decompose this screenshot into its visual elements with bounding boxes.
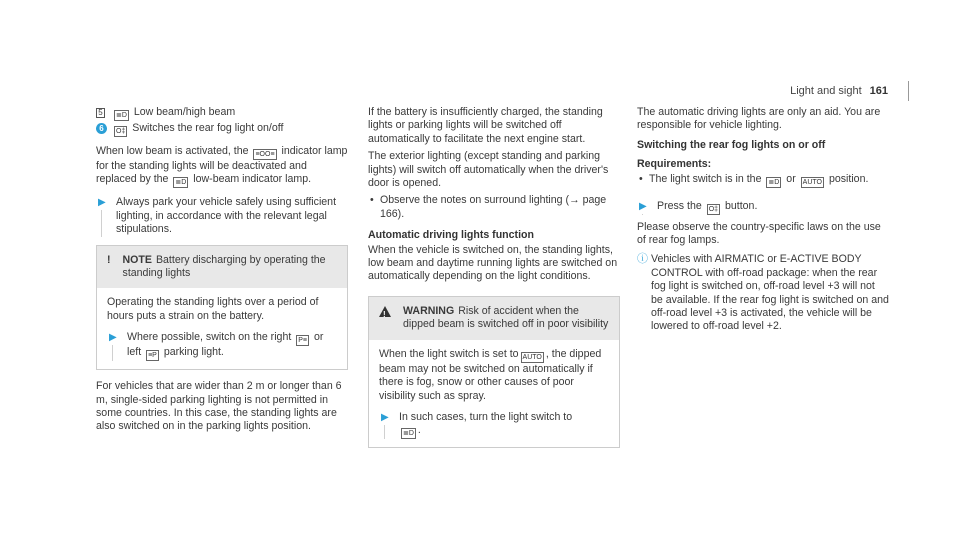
step-arrow-icon: ▶ (109, 332, 117, 344)
rear-fog-icon: O‡ (116, 128, 126, 135)
left-parking-light-icon: ≡P (148, 352, 157, 360)
warning-header (369, 297, 619, 340)
auto-lights-paragraph: When the vehicle is switched on, the standing lights, low beam and daytime running lights are switched on automatically depending on the light conditions. (368, 243, 618, 283)
rear-fog-heading: Switching the rear fog lights on or off (637, 138, 826, 151)
para-text-a: When low beam is activated, the (96, 145, 249, 157)
warning-step (379, 411, 609, 439)
note-step-a: Where possible, switch on the right (127, 331, 292, 344)
step-text: Always park your vehicle safely using sufficient lighting, in accordance with the relevant legal stipulations. (116, 196, 337, 236)
instruction-step (96, 196, 348, 236)
legend-item-6 (96, 122, 348, 137)
warning-text-b: , the dipped beam may not be switched on automatically if there is fog, snow or other causes of poor visibility such as spray. (379, 347, 602, 402)
warning-box (368, 296, 620, 448)
column-2 (368, 106, 620, 448)
warning-title: Risk of accident when the dipped beam is switched off in poor visibility (403, 304, 609, 331)
low-beam-icon: ≣D (175, 179, 187, 187)
note-step-text (121, 331, 337, 361)
press-step-text (651, 200, 889, 215)
warning-triangle-icon (379, 306, 391, 317)
warning-text (379, 348, 609, 403)
warning-label: WARNING (403, 304, 455, 317)
right-parking-light-icon: P≡ (298, 337, 307, 345)
country-laws-paragraph: Please observe the country-specific laws on the use of rear fog lamps. (637, 220, 881, 247)
low-beam-icon: ≣D (768, 178, 780, 186)
note-body (97, 288, 347, 369)
surround-lighting-bullet (368, 194, 620, 221)
header-divider (908, 81, 909, 101)
item-number-6: 6 (96, 123, 107, 134)
legend-item-5 (96, 106, 348, 121)
bullet-dot: • (639, 172, 643, 185)
wide-vehicle-paragraph: For vehicles that are wider than 2 m or longer than 6 m, single-sided parking lighting is not permitted in some countries. In this case, the standing lights are also switched on in the parking lights position. (96, 380, 342, 433)
warning-step-text: In such cases, turn the light switch to ≣D . (399, 410, 573, 438)
note-step (107, 331, 337, 361)
info-icon: ⓘ (637, 253, 648, 266)
warning-text-a: When the light switch is set to (379, 347, 519, 360)
press-a: Press the (657, 199, 702, 212)
low-beam-icon: ≣D (403, 430, 414, 438)
item-number-5: 5 (96, 108, 105, 118)
step-arrow-icon: ▶ (98, 197, 106, 209)
warning-body (369, 340, 619, 448)
column-3 (637, 106, 889, 334)
column-1 (96, 106, 348, 438)
step-arrow-icon: ▶ (381, 411, 389, 423)
requirements-label: Requirements: (637, 158, 712, 171)
note-step-b: or left (127, 331, 324, 359)
aid-paragraph: The automatic driving lights are only an aid. You are responsible for vehicle lighting. (637, 106, 881, 132)
requirement-bullet (637, 173, 889, 188)
exterior-lighting-paragraph: The exterior lighting (except standing and parking lights) will switch off automatically when the driver's door is opened. (368, 150, 609, 190)
section-title: Light and sight (790, 85, 862, 97)
bullet-text: Observe the notes on surround lighting (→ page 166). (380, 194, 607, 220)
info-text: Vehicles with AIRMATIC or E-ACTIVE BODY CONTROL with off-road package: when the rear fog light is switched on, off-road level +3 will not be available. If the rear fog light is switched on and off-road level +3 is activated, the vehicle will be lowered to off-road level +2. (651, 253, 889, 333)
legend-text-5: Low beam/high beam (133, 106, 236, 118)
requirement-text (649, 173, 868, 188)
note-box (96, 245, 348, 371)
req-b: or (786, 172, 796, 185)
rear-fog-icon: O‡ (708, 205, 719, 213)
press-b: button. (725, 199, 758, 212)
note-step-c: parking light. (163, 346, 224, 359)
note-header (97, 246, 347, 289)
low-beam-icon: ≣D (116, 112, 127, 119)
req-a: The light switch is in the (649, 172, 762, 185)
note-title: Battery discharging by operating the standing lights (122, 253, 326, 280)
note-text: Operating the standing lights over a period of hours puts a strain on the battery. (107, 296, 319, 322)
para-text-c: low-beam indicator lamp. (193, 173, 312, 186)
bullet-dot: • (370, 194, 374, 207)
press-step (637, 200, 889, 215)
auto-icon: AUTO (802, 178, 822, 186)
para-text-b: indicator lamp for the standing lights will be deactivated and replaced by the (96, 145, 348, 186)
req-c: position. (828, 172, 869, 185)
step-arrow-icon: ▶ (639, 200, 647, 212)
page-header (790, 85, 888, 98)
warning-step-a: In such cases, turn the light switch to (399, 410, 573, 423)
info-note (637, 253, 889, 333)
low-beam-paragraph (96, 145, 348, 188)
standing-lights-icon: ≡OO≡ (255, 151, 275, 158)
note-label: NOTE (122, 253, 152, 266)
page-number: 161 (869, 85, 888, 97)
auto-icon: AUTO (522, 353, 542, 361)
exclamation-icon: ! (107, 253, 111, 266)
legend-text-6: Switches the rear fog light on/off (132, 122, 284, 134)
battery-paragraph: If the battery is insufficiently charged, the standing lights or parking lights will be switched off automatically to facilitate the next engine start. (368, 106, 603, 145)
auto-lights-heading: Automatic driving lights function (368, 229, 534, 242)
